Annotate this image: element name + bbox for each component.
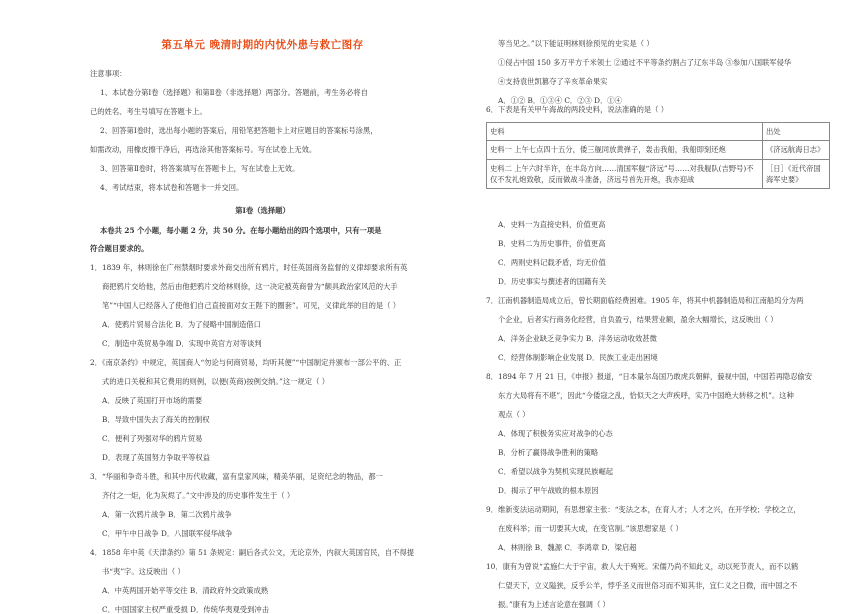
question-line: 在废科举；而一切要其大成，在变官制。”该思想家是（ ）: [498, 524, 683, 533]
question-line: 齐付之一炬，化为灰烬了。”文中涉及的历史事件发生于（ ）: [102, 491, 295, 500]
section-title: 第Ⅰ卷（选择题）: [235, 206, 290, 215]
page-title: 第五单元 晚清时期的内忧外患与救亡图存: [161, 39, 364, 51]
table-row: [487, 141, 830, 159]
answer-option: A．中英两国开始平等交往 B．清政府外交政策成熟: [102, 586, 269, 595]
question-line: 6．下表是有关甲午海战的两段史料，说法准确的是（ ）: [486, 105, 669, 114]
question-line: 式的进口关税和其它费用的则例，以便(英商)按例交纳。”这一规定（ ）: [102, 377, 329, 386]
source-table: [486, 122, 830, 189]
table-cell: 史料一 上午七点四十五分，倭三舰同放黄弹子，轰击我船，我船即刻还炮: [487, 141, 763, 159]
note-line: 如需改动，用橡皮擦干净后，再选涂其他答案标号。写在试卷上无效。: [90, 145, 317, 154]
question-line: 书“夷”字。这反映出（ ）: [102, 567, 185, 576]
question-line: 10．康有为曾说“孟施仁大于宇宙，救人大于殉死。宋儒乃尚不知此义，动以死节责人，而不以鹤: [486, 562, 799, 571]
question-line: 7．江南机器制造局成立后，曾长期面临经费困难。1905 年，将其中机器制造局和江南船坞分为两: [486, 296, 804, 305]
question-line: 4．1858 年中英《天津条约》第 51 条规定：嗣后各式公文，无论京外，内叙大英国官民，自不得提: [90, 548, 415, 557]
answer-option: D．揭示了甲午战败的根本原因: [498, 486, 599, 495]
answer-option: A．第一次鸦片战争 B．第二次鸦片战争: [102, 510, 232, 519]
question-line: 仁望天下，立义隘狭，反乎公羊，悖乎圣义而世俗习而不知其非，宜仁义之日微，而中国之不: [498, 581, 798, 590]
answer-option: C．两则史料记载矛盾，均无价值: [498, 258, 606, 267]
answer-option: C．便利了列强对华的鸦片贸易: [102, 434, 203, 443]
answer-option: A．反映了英国打开市场的需要: [102, 396, 203, 405]
table-cell: ［日］《近代帝国海军史要》: [763, 159, 830, 189]
note-line: 己的姓名、考生号填写在答题卡上。: [90, 107, 207, 116]
table-header-origin: 出处: [763, 123, 830, 141]
question-line: 东方大局将有不堪”，因此“今倭寇之乱，恰似天之大声疾呼，实乃中国绝大转移之机”。这种: [498, 391, 794, 400]
table-row: [487, 123, 830, 141]
answer-option: A．史料一为直接史料，价值更高: [498, 220, 606, 229]
answer-option: B．导致中国失去了海关的控制权: [102, 415, 210, 424]
table-cell: 《济远航海日志》: [763, 141, 830, 159]
question-line: ①侵占中国 150 多万平方千米领土 ②通过不平等条约割占了辽东半岛 ③参加八国联军侵华: [498, 58, 792, 67]
answer-option: A．①② B．①③④ C．②③ D．①④: [498, 96, 622, 105]
note-line: 1、本试卷分第Ⅰ卷（选择题）和第Ⅱ卷（非选择题）两部分。答题前，考生务必将自: [100, 88, 368, 97]
question-line: 观点（ ）: [498, 410, 530, 419]
answer-option: C．甲午中日战争 D．八国联军侵华战争: [102, 529, 233, 538]
question-line: 3．“华丽和争奇斗胜，和其中历代收藏，富有皇家风味，精美华丽，足资纪念的物品，都一: [90, 472, 383, 481]
answer-option: C．希望以战争为契机实现民族崛起: [498, 467, 614, 476]
question-line: 个企业，后者实行商务化经营，自负盈亏，结果营业额，盈余大幅增长，这反映出（ ）: [498, 315, 778, 324]
table-header-source: 史料: [487, 123, 763, 141]
question-line: 8．1894 年 7 月 21 日，《申报》报道，“日本量尔岛国乃敢虎兵朝鲜，藐视中国，中国若再隐忍偷安: [486, 372, 813, 381]
answer-option: C．制造中英贸易争端 D．实现中英官方对等谈判: [102, 339, 262, 348]
note-line: 2、回答第Ⅰ卷时，选出每小题的答案后，用铅笔把答题卡上对应题目的答案标号涂黑，: [100, 126, 378, 135]
answer-option: D．历史事实与撰述者的国籍有关: [498, 277, 607, 286]
answer-option: A．使鸦片贸易合法化 B．为了侵略中国制造借口: [102, 320, 261, 329]
answer-option: C．经营体制影响企业发展 D．民族工业走出困境: [498, 353, 658, 362]
note-line: 3、回答第Ⅱ卷时，将答案填写在答题卡上，写在试卷上无效。: [100, 164, 300, 173]
question-line: 2．《南京条约》中规定，英国商人“勿论与何商贸易，均听其便”“中国制定并颁布一部公平的、正: [90, 358, 402, 367]
answer-option: D．表现了英国努力争取平等权益: [102, 453, 211, 462]
notes-heading: 注意事项：: [90, 69, 127, 78]
answer-option: A．体现了积极务实应对战争的心态: [498, 429, 613, 438]
note-line: 4、考试结束，将本试卷和答题卡一并交回。: [100, 183, 244, 192]
question-line: 9．维新变法运动期间，有思想家主张：“变法之本，在育人才；人才之兴，在开学校；学校之立，: [486, 505, 801, 514]
answer-option: B．史料二为历史事件，价值更高: [498, 239, 606, 248]
question-line: 1．1839 年，林则徐在广州禁烟时要求外商交出所有鸦片，时任英国商务监督的义律却要求所有英: [90, 263, 408, 272]
section-intro: 本卷共 25 个小题，每小题 2 分，共 50 分。在每小题给出的四个选项中，只有一项是: [100, 226, 382, 235]
question-line: ④支持袁世凯篡夺了辛亥革命果实: [498, 77, 608, 86]
question-line: 等当见之。”以下能证明林则徐预见的史实是（ ）: [498, 39, 654, 48]
question-line: 笔”“中国人已经落入了使他们自己直接面对女王陛下的圈套”。可见，义律此举的目的是（ ）: [102, 301, 401, 310]
answer-option: C．中国国家主权严重受损 D．传统华夷观受到冲击: [102, 605, 269, 614]
question-line: 振。”康有为上述言论意在强调（ ）: [498, 600, 610, 609]
answer-option: A．林则徐 B．魏源 C．李鸿章 D．梁启超: [498, 543, 637, 552]
table-row: [487, 159, 830, 189]
answer-option: B．分析了赢得战争胜利的策略: [498, 448, 599, 457]
section-intro: 符合题目要求的。: [90, 244, 149, 253]
table-cell: 史料二 上午六时半许，在丰岛方向……清国军舰“济远”号……对我舰队(吉野号)不仅不发礼炮致敬，反而做战斗准备，济远号首先开炮，我亦迎战: [487, 159, 763, 189]
question-line: 商把鸦片交给他，然后由他把鸦片交给林则徐，这一决定被英商誉为“颇具政治家风范的大手: [102, 282, 398, 291]
answer-option: A．洋务企业缺乏竞争实力 B．洋务运动收效甚微: [498, 334, 657, 343]
